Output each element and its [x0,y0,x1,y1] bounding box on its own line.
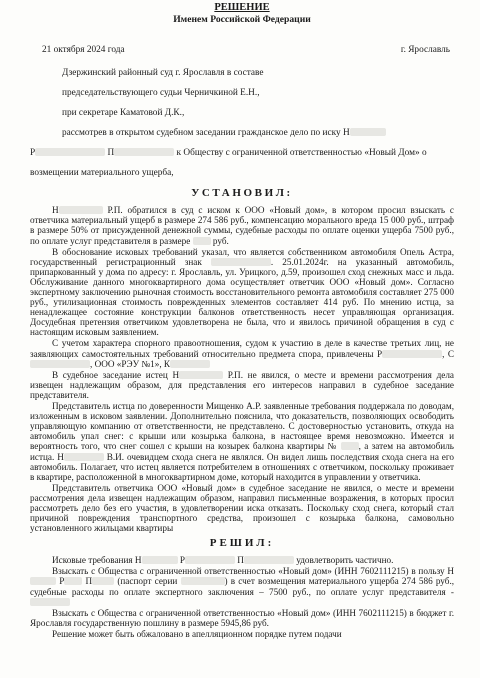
redacted-passport [181,577,225,585]
redacted-name [142,556,178,564]
paragraph-claim: Н Р.П. обратился в суд с иском к ООО «Новый дом», в котором просил взыскать с ответчика материальный ущерб в размере 274 586 руб., компенсацию морального вреда 15 000 руб., штраф в размере 50% от присужденной денежной суммы, судебные расходы по оплате оценки ущерба 7500 руб., по оплате услуг представителя в размере руб. [30,205,454,246]
redacted-name [185,556,235,564]
redacted-name [30,360,90,368]
redacted-number [341,442,359,450]
redacted-name [114,148,174,156]
decision-state-duty: Взыскать с Общества с ограниченной ответственностью «Новый дом» (ИНН 7602111215) в бюджет г. Ярославля государственную пошлину в размере 5945,86 руб. [30,607,454,628]
redacted-name [244,556,294,564]
decision-partial-satisfaction: Исковые требования Н Р П удовлетворить частично. [52,555,394,566]
paragraph-representative: Представитель истца по доверенности Мищенко А.Р. заявленные требования поддержала по доводам, изложенным в исковом заявлении. Дополнительно пояснила, что доказательств, позволяющих освободить управляющую компанию от ответственности, не представлено. С достоверностью установить, откуда на автомобиль упал снег: с крыши или козырька балкона, в настоящее время невозможно. Имеется и вероятность того, что снег сошел с крыши на козырек балкона квартиры № , а затем на автомобиль истца. Н В.И. очевидцем схода снега не являлся. Он видел лишь последствия схода снега на его автомобиль. Полагает, что истец является потребителем в отношениях с ответчиком, поскольку проживает в квартире, расположенной в многоквартирном доме, который находится в управлении у ответчика. [30,401,454,482]
redacted-name [92,577,114,585]
secretary-line: при секретаре Каматовой Д.К., [62,108,185,119]
section-heading-established: УСТАНОВИЛ: [191,187,293,200]
redacted-name [179,371,223,379]
redacted-amount [193,237,211,245]
judge-line: председательствующего судьи Черничкиной Е.Н., [62,88,260,99]
decision-damages: Взыскать с Общества с ограниченной ответственностью «Новый дом» (ИНН 7602111215) в пользу Н Р П (паспорт серии ) в счет возмещения материального ущерба 274 586 руб., судебные расходы по оплате экспертного заключения – 7500 руб., по оплате услуг представителя - [30,566,454,606]
paragraph-third-parties: С учетом характера спорного правоотношения, судом к участию в деле в качестве третьих лиц, не заявляющих самостоятельных требований относительно предмета спора, привлечены Р , С, ООО «РЭУ №1», К [30,338,454,369]
redacted-name [64,577,82,585]
redacted-name [382,350,442,358]
redacted-name [30,577,56,585]
case-line-subject: возмещении материального ущерба, [30,168,174,179]
redacted-name [350,128,386,136]
redacted-name [59,206,103,214]
paragraph-defendant: Представитель ответчика ООО «Новый дом» в судебное заседание не явился, о месте и времени рассмотрения дела извещен надлежащим образом, направил письменные возражения, в которых просил рассмотреть дело без его участия, в удовлетворении иска отказать. Поскольку сход снега, который стал причиной повреждения транспортного средства, произошел с козырька балкона, самовольно установленного жильцами квартиры [30,482,454,534]
redacted-name [170,360,210,368]
redacted-name [64,453,104,461]
paragraph-grounds: В обоснование исковых требований указал, что является собственником автомобиля Опель Астра, государственный регистрационный знак . 25.01.2024г. на указанный автомобиль, припаркованный у дома по адресу: г. Ярославль, ул. Урицкого, д.59, произошел сход снежных масс и льда. Обслуживание данного многоквартирного дома осуществляет ответчик ООО «Новый дом». Согласно экспертному заключению рыночная стоимость восстановительного ремонта автомобиля составляет 275 000 руб., утилизационная стоимость поврежденных элементов составляет 414 руб. По мнению истца, за ненадлежащее состояние конструкции балконов ответственность несет управляющая организация. Досудебная претензия ответчиком удовлетворена не была, что и явилось причиной обращения в суд с настоящим исковым заявлением. [30,246,455,338]
redacted-amount [30,598,70,606]
date-city-row [42,45,450,56]
redacted-plate [211,258,271,266]
decision-city: г. Ярославль [400,45,450,55]
document-title: РЕШЕНИЕ [214,2,270,13]
case-line: рассмотрев в открытом судебном заседании гражданское дело по иску Н [62,128,454,139]
case-line-parties: Р П к Обществу с ограниченной ответственностью «Новый Дом» о [30,148,427,159]
court-name-line: Дзержинский районный суд г. Ярославля в составе [62,68,264,78]
paragraph-plaintiff-absent: В судебное заседание истец Н Р.П. не явился, о месте и времени рассмотрения дела извещен надлежащим образом, для представления его интересов направил в судебное заседание представителя. [30,369,455,400]
page-bottom-fade [0,670,480,678]
document-subtitle: Именем Российской Федерации [173,14,311,25]
decision-date: 21 октября 2024 года [42,45,125,55]
redacted-name [35,148,105,156]
section-heading-decided: РЕШИЛ: [209,537,275,550]
decision-appeal-notice: Решение может быть обжаловано в апелляционном порядке путем подачи [52,628,342,639]
